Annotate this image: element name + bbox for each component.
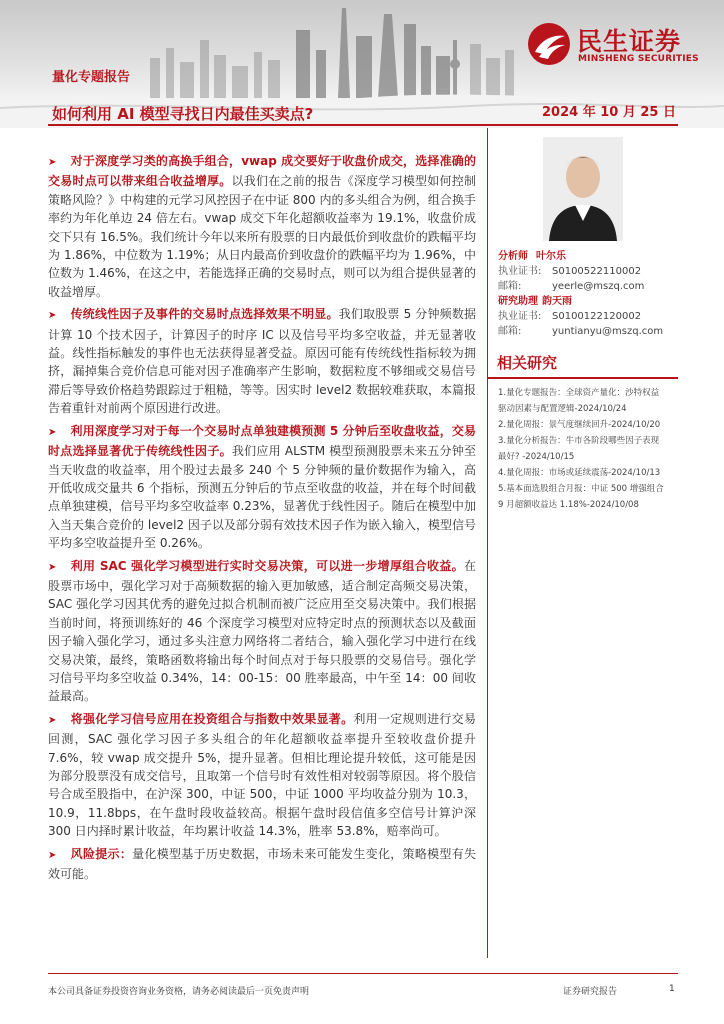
related-report-link[interactable]: 3.量化分析报告：牛市各阶段哪些因子表现	[498, 436, 660, 446]
analyst-role: 分析师	[498, 251, 528, 262]
email-link[interactable]: yuntianyu@mszq.com	[552, 326, 664, 337]
paragraph-lead: 对于深度学习类的高换手组合，vwap 成交要好于收盘价成交，选择准确的交易时点可以带来组合收益增厚。	[48, 154, 476, 189]
paragraph-lead: 传统线性因子及事件的交易时点选择效果不明显。	[70, 307, 339, 322]
paragraph-lead: 利用深度学习对于每一个交易时点单独建模预测 5 分钟后至收盘收益，交易时点选择显著优于传统线性因子。	[48, 423, 476, 459]
analyst-portrait-icon	[543, 137, 623, 241]
related-research	[488, 352, 678, 513]
email-label: 邮箱:	[498, 326, 522, 337]
footer-divider	[48, 973, 678, 974]
paragraph-lead: 利用 SAC 强化学习模型进行实时交易决策，可以进一步增厚组合收益。	[70, 558, 464, 573]
logo-english-name: MINSHENG SECURITIES	[578, 54, 699, 64]
paragraph-text: 以我们在之前的报告《深度学习模型如何控制策略风险？》中构建的元学习风控因子在中证 800 内的多头组合为例，组合换手率约为年化单边 24 倍左右。vwap 成交下年化超额收益率为 19.1%，收盘价成交下只有 16.5%。我们统计今年以来所有股票的日内最低价到收盘价的跌幅平均为 1.86%，中位数为 1.19%；从日内最高价到收盘价的跌幅平均为 1.96%，中位数为 1.46%，在这之中，若能选择正确的交易时点，则可以为组合提供显著的收益增厚。	[48, 174, 476, 299]
related-report-link[interactable]: 驱动因素与配置逻辑-2024/10/24	[498, 404, 627, 414]
header-divider	[48, 124, 678, 126]
assistant-name-row	[498, 295, 572, 308]
arrow-bullet-icon: ➤	[48, 426, 57, 438]
summary-body	[48, 152, 476, 887]
related-report-link[interactable]: 9 月超额收益达 1.18%-2024/10/08	[498, 500, 639, 510]
paragraph-text: 我们应用 ALSTM 模型预测股票未来五分钟至当天收盘的收益率，用个股过去最多 240 个 5 分钟频的量价数据作为输入，高开低收成交量共 6 个指标，预测五分钟后的节点至收盘的收益，并在每个时间截点单独建模，信号平均多空收益率 0.23%，显著优于线性因子。随后在模型中加入当天集合竞价的 level2 因子以及部分弱有效技术因子作为嵌入输入，模型信号平均多空收益提升至 0.26%。	[48, 444, 476, 551]
summary-paragraph	[48, 710, 476, 841]
assistant-name: 韵天雨	[542, 296, 572, 307]
header-banner	[0, 0, 724, 128]
summary-paragraph	[48, 152, 476, 301]
related-report-link[interactable]: 2.量化周报：景气度继续回升-2024/10/20	[498, 420, 661, 430]
paragraph-lead: 将强化学习信号应用在投资组合与指数中效果显著。	[70, 711, 354, 726]
paragraph-text: 我们取股票 5 分钟频数据计算 10 个技术因子，计算因子的时序 IC 以及信号平均多空收益，并无显著收益。线性指标触发的事件也无法获得显著受益。原因可能有传统线性指标较为拥挤，漏掉集合竞价信息可能对因子准确率产生影响，数据粒度不够细或交易信号滞后等导致价格趋势跟踪过于粗糙，等等。因实时 level2 数据较难获取，本篇报告着重针对前两个原因进行改进。	[48, 307, 476, 416]
analyst-name: 叶尔乐	[536, 251, 566, 262]
related-research-list	[488, 379, 678, 513]
footer-disclaimer: 本公司具备证券投资咨询业务资格，请务必阅读最后一页免责声明	[48, 987, 310, 997]
minsheng-logo-icon	[527, 22, 571, 66]
email-label: 邮箱:	[498, 281, 522, 292]
related-report-link[interactable]: 5.基本面选股组合月报：中证 500 增强组合	[498, 484, 664, 494]
arrow-bullet-icon: ➤	[48, 561, 57, 573]
summary-paragraph	[48, 305, 476, 417]
cert-number: S0100122120002	[552, 311, 642, 322]
related-report-link[interactable]: 1.量化专题报告：全球资产量化：沙特权益	[498, 388, 660, 398]
analyst-email-row	[498, 280, 644, 293]
footer-category: 证券研究报告	[563, 987, 618, 997]
cert-label: 执业证书:	[498, 311, 542, 322]
assistant-email-row	[498, 325, 663, 338]
paragraph-text: 利用一定规则进行交易回测，SAC 强化学习因子多头组合的年化超额收益率提升至较收盘价提升 7.6%，较 vwap 成交提升 5%，提升显著。但相比理论提升较低，这可能是因为部分股票没有成交信号，且取第一个信号时有效性相对较弱等原因。将个股信号合成至股指中，在沪深 300，中证 500，中证 1000 平均收益分别为 10.3，10.9，11.8bps，在午盘时段收益较高。根据午盘时段信值多空信号计算沪深 300 日内择时累计收益，年均累计收益 14.3%，胜率 53.8%，赔率尚可。	[48, 711, 476, 839]
report-type-label: 量化专题报告	[52, 70, 131, 85]
company-logo	[527, 20, 707, 70]
paragraph-text: 量化模型基于历史数据，市场未来可能发生变化，策略模型有失效可能。	[48, 846, 476, 882]
summary-paragraph	[48, 422, 476, 553]
arrow-bullet-icon: ➤	[48, 714, 57, 726]
logo-chinese-name: 民生证券	[577, 27, 682, 56]
arrow-bullet-icon: ➤	[48, 849, 57, 861]
assistant-cert-row	[498, 310, 641, 323]
cert-number: S0100522110002	[552, 266, 642, 277]
email-link[interactable]: yeerle@mszq.com	[552, 281, 645, 292]
analyst-photo	[543, 137, 623, 241]
paragraph-text: 在股票市场中，强化学习对于高频数据的输入更加敏感，适合制定高频交易决策，SAC 强化学习因其优秀的避免过拟合机制而被广泛应用至交易决策中。我们根据当前时间，将预训练好的 46 个深度学习模型对应特定时点的预测状态以及截面因子输入强化学习，通过多头注意力网络将二者结合，输入强化学习中进行在线交易决策，最终，策略函数将输出每个时间点对于每只股票的交易信号。强化学习信号平均多空收益 0.34%，14：00-15：00 胜率最高，中午至 14：00 间收益最高。	[48, 558, 476, 704]
report-date: 2024 年 10 月 25 日	[542, 105, 676, 120]
risk-warning-paragraph	[48, 845, 476, 884]
arrow-bullet-icon: ➤	[48, 157, 57, 168]
sidebar	[487, 128, 677, 958]
assistant-role: 研究助理	[498, 296, 538, 307]
summary-paragraph	[48, 557, 476, 706]
related-report-link[interactable]: 4.量化周报：市场或延续震荡-2024/10/13	[498, 468, 661, 478]
analyst-name-row	[498, 250, 566, 263]
analyst-cert-row	[498, 265, 641, 278]
page-number: 1	[669, 984, 675, 994]
cert-label: 执业证书:	[498, 266, 542, 277]
related-report-link[interactable]: 最好? -2024/10/15	[498, 452, 575, 462]
arrow-bullet-icon: ➤	[48, 310, 57, 322]
paragraph-lead: 风险提示：	[70, 846, 133, 861]
report-title: 如何利用 AI 模型寻找日内最佳买卖点?	[52, 105, 314, 123]
related-research-title: 相关研究	[497, 354, 558, 372]
